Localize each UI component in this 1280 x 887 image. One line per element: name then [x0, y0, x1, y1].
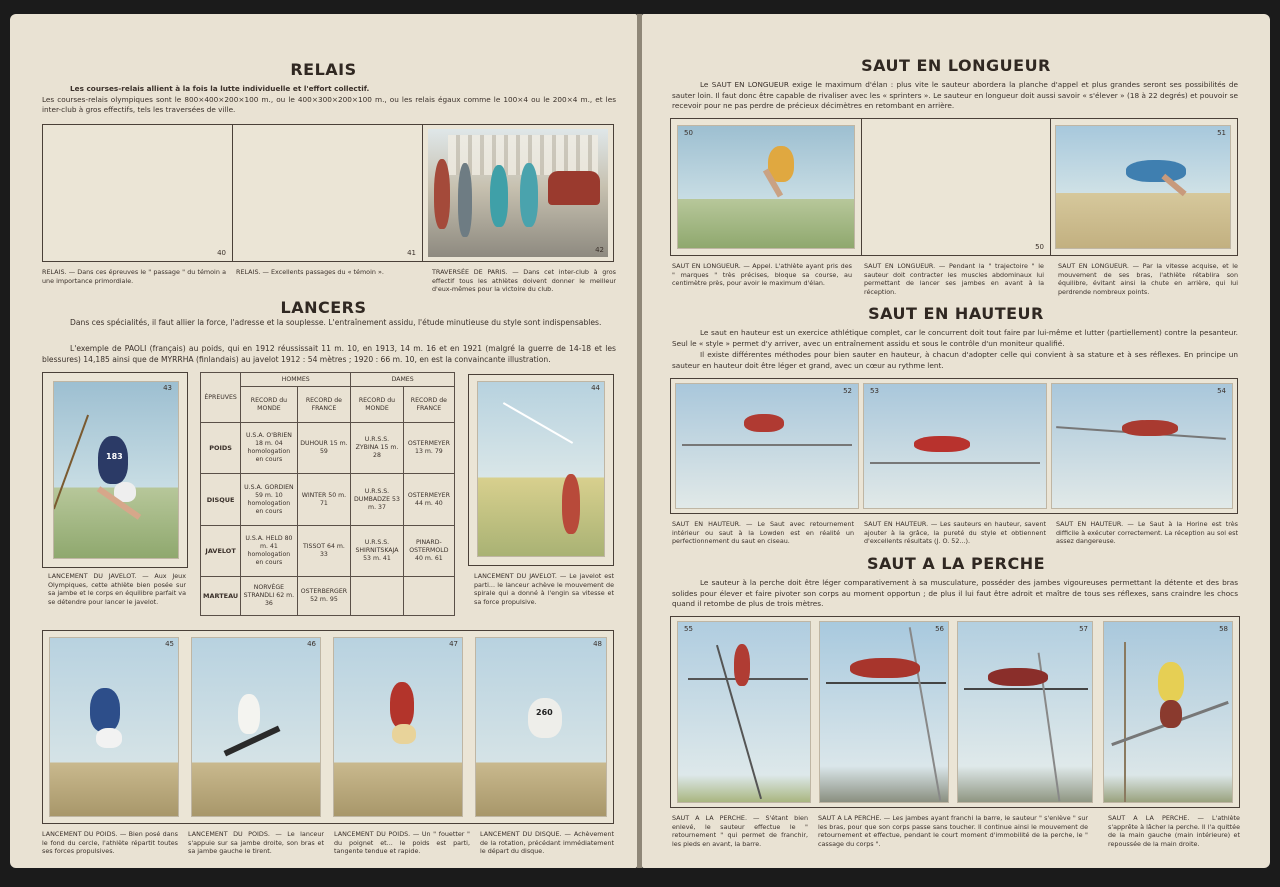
group-dames: DAMES: [351, 373, 455, 387]
athlete-figure: [528, 698, 562, 738]
card-photo-discus-48[interactable]: [475, 637, 607, 817]
cell: U.R.S.S. SHIRNITSKAJA 53 m. 41: [351, 525, 403, 576]
card-number: 53: [870, 387, 879, 395]
javelin-in-air: [503, 402, 573, 444]
card-photo-high-jump-52[interactable]: [675, 383, 859, 509]
card-photo-shot-put-45[interactable]: [49, 637, 179, 817]
relais-caption-41: RELAIS. — Excellents passages du « témoin ».: [236, 268, 384, 276]
col-epreuves: ÉPREUVES: [201, 373, 241, 423]
relais-intro-rest: Les courses-relais olympiques sont le 800×400×200×100 m., ou le 400×300×200×100 m., ou les relais égaux comme le 100×4 ou le 200×4 m., et les inter-club à gros effectifs, tels les traversées de ville.: [42, 94, 616, 115]
longueur-caption-51: SAUT EN LONGUEUR. — Par la vitesse acquise, et le mouvement de ses bras, l'athlète rétablira son équilibre, évitant ainsi la chute en arrière, qui lui perdrende nombreux points.: [1058, 262, 1238, 296]
runner-figure: [490, 165, 508, 227]
card-photo-pole-vault-56[interactable]: [819, 621, 949, 803]
records-table-wrapper: [200, 372, 455, 616]
card-number: 48: [593, 640, 602, 648]
hauteur-text-1: Le saut en hauteur est un exercice athlétique complet, car le concurrent doit tout faire par lui-même et lutter (partiellement) contre la pesanteur. Seul le « style » permet d'y arriver, avec un entraînement assidu et sous le contrôle d'un moniteur qualifié.: [672, 328, 1238, 348]
javelin: [53, 415, 89, 510]
caption-44: LANCEMENT DU JAVELOT. — Le javelot est parti... le lanceur achève le mouvement de spirale qui a donné à l'engin sa vitesse et sa force propulsive.: [474, 572, 614, 606]
card-number: 50: [684, 129, 693, 137]
event-cell: POIDS: [201, 423, 241, 474]
hauteur-caption-54: SAUT EN HAUTEUR. — Le Saut à la Horine est très difficile à exécuter correctement. La réception au sol est assez dangereuse.: [1056, 520, 1238, 546]
card-photo-pole-vault-57[interactable]: [957, 621, 1093, 803]
caption-48: LANCEMENT DU DISQUE. — Achèvement de la rotation, précédant immédiatement le départ du disque.: [480, 830, 614, 856]
records-table: [200, 372, 455, 616]
cell: U.S.A. HELD 80 m. 41 homologation en cours: [241, 525, 297, 576]
athlete-figure: [1158, 662, 1184, 702]
table-row: [201, 525, 455, 576]
card-number: 51: [1217, 129, 1226, 137]
group-hommes: HOMMES: [241, 373, 351, 387]
athlete-figure: [390, 682, 414, 728]
perche-caption-56: SAUT A LA PERCHE. — Les jambes ayant franchi la barre, le sauteur " s'enlève " sur les bras, pour que son corps passe sans toucher. Il continue ainsi le mouvement de retournement et effectue, pendant le court moment d'immobilité de la perche, le " cassage du corps ".: [818, 814, 1088, 848]
relais-caption-40: RELAIS. — Dans ces épreuves le " passage " du témoin a une importance primordiale.: [42, 268, 226, 285]
cell: NORVÈGE STRANDLI 62 m. 36: [241, 577, 297, 616]
athlete-shorts: [1160, 700, 1182, 728]
card-photo-long-jump-50[interactable]: [677, 125, 855, 249]
card-number: 42: [595, 246, 604, 254]
cell: [403, 577, 454, 616]
athlete-figure: [1122, 420, 1178, 436]
card-photo-high-jump-53[interactable]: [863, 383, 1047, 509]
athlete-figure: [850, 658, 920, 678]
card-number: 47: [449, 640, 458, 648]
relais-caption-42: TRAVERSÉE DE PARIS. — Dans cet inter-club à gros effectif tous les athlètes doivent donner le meilleur d'eux-mêmes pour la victoire du club.: [432, 268, 616, 294]
perche-caption-55: SAUT A LA PERCHE. — S'étant bien enlevé, le sauteur effectue le " retournement " qui permet de franchir, les pieds en avant, la barre.: [672, 814, 808, 848]
relais-frame: [42, 124, 614, 262]
cell: U.R.S.S. ZYBINA 15 m. 28: [351, 423, 403, 474]
perche-text: Le sauteur à la perche doit être léger comparativement à sa musculature, posséder des jambes vigoureuses permettant la détente et des bras solides pour élever et faire pivoter son corps au moment opportun ; de plus il lui faut être adroit et maître de tous ses réflexes, sans craindre les chocs quand il retombe de plus de trois mètres.: [672, 578, 1238, 609]
card-number: 45: [165, 640, 174, 648]
pole-upright: [1124, 642, 1126, 802]
card-number: 52: [843, 387, 852, 395]
cell: TISSOT 64 m. 33: [297, 525, 351, 576]
athlete-figure: [744, 414, 784, 432]
vaulting-pole: [909, 627, 942, 801]
event-cell: JAVELOT: [201, 525, 241, 576]
caption-43: LANCEMENT DU JAVELOT. — Aux Jeux Olympiques, cette athlète bien posée sur sa jambe et le corps en équilibre parfait va se détendre pour lancer le javelot.: [48, 572, 186, 606]
relais-title: RELAIS: [290, 60, 357, 79]
empty-card-slot[interactable]: [43, 125, 233, 261]
athlete-shorts: [392, 724, 416, 744]
longueur-title: SAUT EN LONGUEUR: [861, 56, 1051, 75]
cell: [351, 577, 403, 616]
card-photo-pole-vault-58[interactable]: [1103, 621, 1233, 803]
cell: U.S.A. O'BRIEN 18 m. 04 homologation en cours: [241, 423, 297, 474]
car: [548, 171, 600, 205]
hauteur-title: SAUT EN HAUTEUR: [868, 304, 1044, 323]
card-photo-high-jump-54[interactable]: [1051, 383, 1233, 509]
table-row: [201, 474, 455, 525]
empty-card-slot[interactable]: [233, 125, 423, 261]
event-cell: MARTEAU: [201, 577, 241, 616]
card-photo-shot-put-47[interactable]: [333, 637, 463, 817]
high-jump-bar: [870, 462, 1040, 464]
pole-vault-bar: [964, 688, 1088, 690]
relais-intro-bold: Les courses-relais allient à la fois la lutte individuelle et l'effort collectif.: [70, 84, 370, 93]
cell: WINTER 50 m. 71: [297, 474, 351, 525]
card-photo-javelin-44[interactable]: [477, 381, 605, 557]
col-record-france-dames: RECORD de FRANCE: [403, 387, 454, 423]
perche-title: SAUT A LA PERCHE: [866, 554, 1046, 573]
caption-46: LANCEMENT DU POIDS. — Le lanceur s'appuie sur sa jambe droite, son bras et sa jambe gauche le tirent.: [188, 830, 324, 856]
lancers-intro: Dans ces spécialités, il faut allier la force, l'adresse et la souplesse. L'entraînement assidu, l'étude minutieuse du style sont indispensables.: [70, 318, 602, 327]
runner-figure: [520, 163, 538, 227]
card-photo-relay-paris[interactable]: [428, 129, 608, 257]
cell: OSTERMEYER 13 m. 79: [403, 423, 454, 474]
spectator-figure: [458, 163, 472, 237]
bib-number: 183: [106, 452, 123, 461]
card-frame-44: [468, 374, 614, 566]
bottom-cards-frame: [42, 630, 614, 824]
col-record-france: RECORD de FRANCE: [297, 387, 351, 423]
athlete-figure: [988, 668, 1048, 686]
card-number: 56: [935, 625, 944, 633]
caption-47: LANCEMENT DU POIDS. — Un " fouetter " du poignet et... le poids est parti, tangente tendue et rapide.: [334, 830, 470, 856]
table-row: [201, 577, 455, 616]
card-number: 41: [407, 249, 416, 257]
card-photo-long-jump-51[interactable]: [1055, 125, 1231, 249]
athlete-figure: [562, 474, 580, 534]
perche-caption-58: SAUT A LA PERCHE. — L'athlète s'apprête à lâcher la perche. Il l'a quittée de la main gauche (main intérieure) et repoussée de la main droite.: [1108, 814, 1240, 848]
cell: OSTERMEYER 44 m. 40: [403, 474, 454, 525]
card-number: 43: [163, 384, 172, 392]
card-number: 50: [1035, 243, 1044, 251]
longueur-caption-50: SAUT EN LONGUEUR. — Appel. L'athlète ayant pris des " marques " très précises, bloque sa course, au centimètre près, pour avoir le maximum d'élan.: [672, 262, 852, 288]
spectator-figure: [434, 159, 450, 229]
cell: OSTERBERGER 52 m. 95: [297, 577, 351, 616]
cell: PINARD-OSTERMOLD 40 m. 61: [403, 525, 454, 576]
table-row: [201, 423, 455, 474]
card-number: 54: [1217, 387, 1226, 395]
hauteur-caption-52: SAUT EN HAUTEUR. — Le Saut avec retournement intérieur ou saut à la Lowden est en réalité un perfectionnement du saut en ciseau.: [672, 520, 854, 546]
col-record-monde-dames: RECORD du MONDE: [351, 387, 403, 423]
card-photo-javelin-43[interactable]: [53, 381, 179, 559]
athlete-figure: [1126, 160, 1186, 182]
card-frame-43: [42, 372, 188, 568]
longueur-caption-50b: SAUT EN LONGUEUR. — Pendant la " trajectoire " le sauteur doit contracter les muscles abdominaux lui permettant de lancer ses jambes en avant à la réception.: [864, 262, 1044, 296]
card-number: 58: [1219, 625, 1228, 633]
hauteur-frame: [670, 378, 1238, 514]
card-number: 40: [217, 249, 226, 257]
empty-card-slot[interactable]: [861, 119, 1051, 255]
card-photo-pole-vault-55[interactable]: [677, 621, 811, 803]
col-record-monde: RECORD du MONDE: [241, 387, 297, 423]
perche-frame: [670, 616, 1240, 808]
athlete-figure: [238, 694, 260, 734]
card-photo-shot-put-46[interactable]: [191, 637, 321, 817]
relais-intro: [42, 84, 616, 116]
card-number: 44: [591, 384, 600, 392]
pole-vault-bar: [826, 682, 946, 684]
athlete-figure: [90, 688, 120, 732]
lancers-example: L'exemple de PAOLI (français) au poids, qui en 1912 réussissait 11 m. 10, en 1913, 14 m. 16 et en 1921 (malgré la guerre de 14-18 et les blessures) 14,185 ainsi que de MYRRHA (finlandais) au javelot 1912 : 54 mètres ; 1920 : 66 m. 10, en est la convaincante illustration.: [42, 344, 616, 364]
cell: DUHOUR 15 m. 59: [297, 423, 351, 474]
athlete-figure: [734, 644, 750, 686]
athlete-shorts: [96, 728, 122, 748]
high-jump-bar: [682, 444, 852, 446]
card-number: 55: [684, 625, 693, 633]
card-number: 46: [307, 640, 316, 648]
bib-number: 260: [536, 708, 553, 717]
athlete-figure: [914, 436, 970, 452]
card-number: 57: [1079, 625, 1088, 633]
cell: U.R.S.S. DUMBADZE 53 m. 37: [351, 474, 403, 525]
event-cell: DISQUE: [201, 474, 241, 525]
longueur-text: Le SAUT EN LONGUEUR exige le maximum d'élan : plus vite le sauteur abordera la planche d'appel et plus grandes seront ses possibilités de sauter loin. Il faut donc être capable de rivaliser avec les « sprinters ». Le sauteur en longueur doit aussi savoir « s'élever » (18 à 22 degrés) et pouvoir se recevoir pour ne pas perdre de précieux décimètres en retombant en arrière.: [672, 80, 1238, 111]
caption-45: LANCEMENT DU POIDS. — Bien posé dans le fond du cercle, l'athlète répartit toutes ses forces propulsives.: [42, 830, 178, 856]
lancers-title: LANCERS: [280, 298, 367, 317]
hauteur-caption-53: SAUT EN HAUTEUR. — Les sauteurs en hauteur, savent ajouter à la grâce, la pureté du style et obtiennent d'excellents résultats (J. O. 52...).: [864, 520, 1046, 546]
cell: U.S.A. GORDIEN 59 m. 10 homologation en cours: [241, 474, 297, 525]
longueur-frame: [670, 118, 1238, 256]
hauteur-text-2: Il existe différentes méthodes pour bien sauter en hauteur, à chacun d'adopter celle qui convient à sa stature et à ses réflexes. En principe un sauteur en hauteur doit être léger et grand, avec un cœur au rythme lent.: [672, 350, 1238, 370]
